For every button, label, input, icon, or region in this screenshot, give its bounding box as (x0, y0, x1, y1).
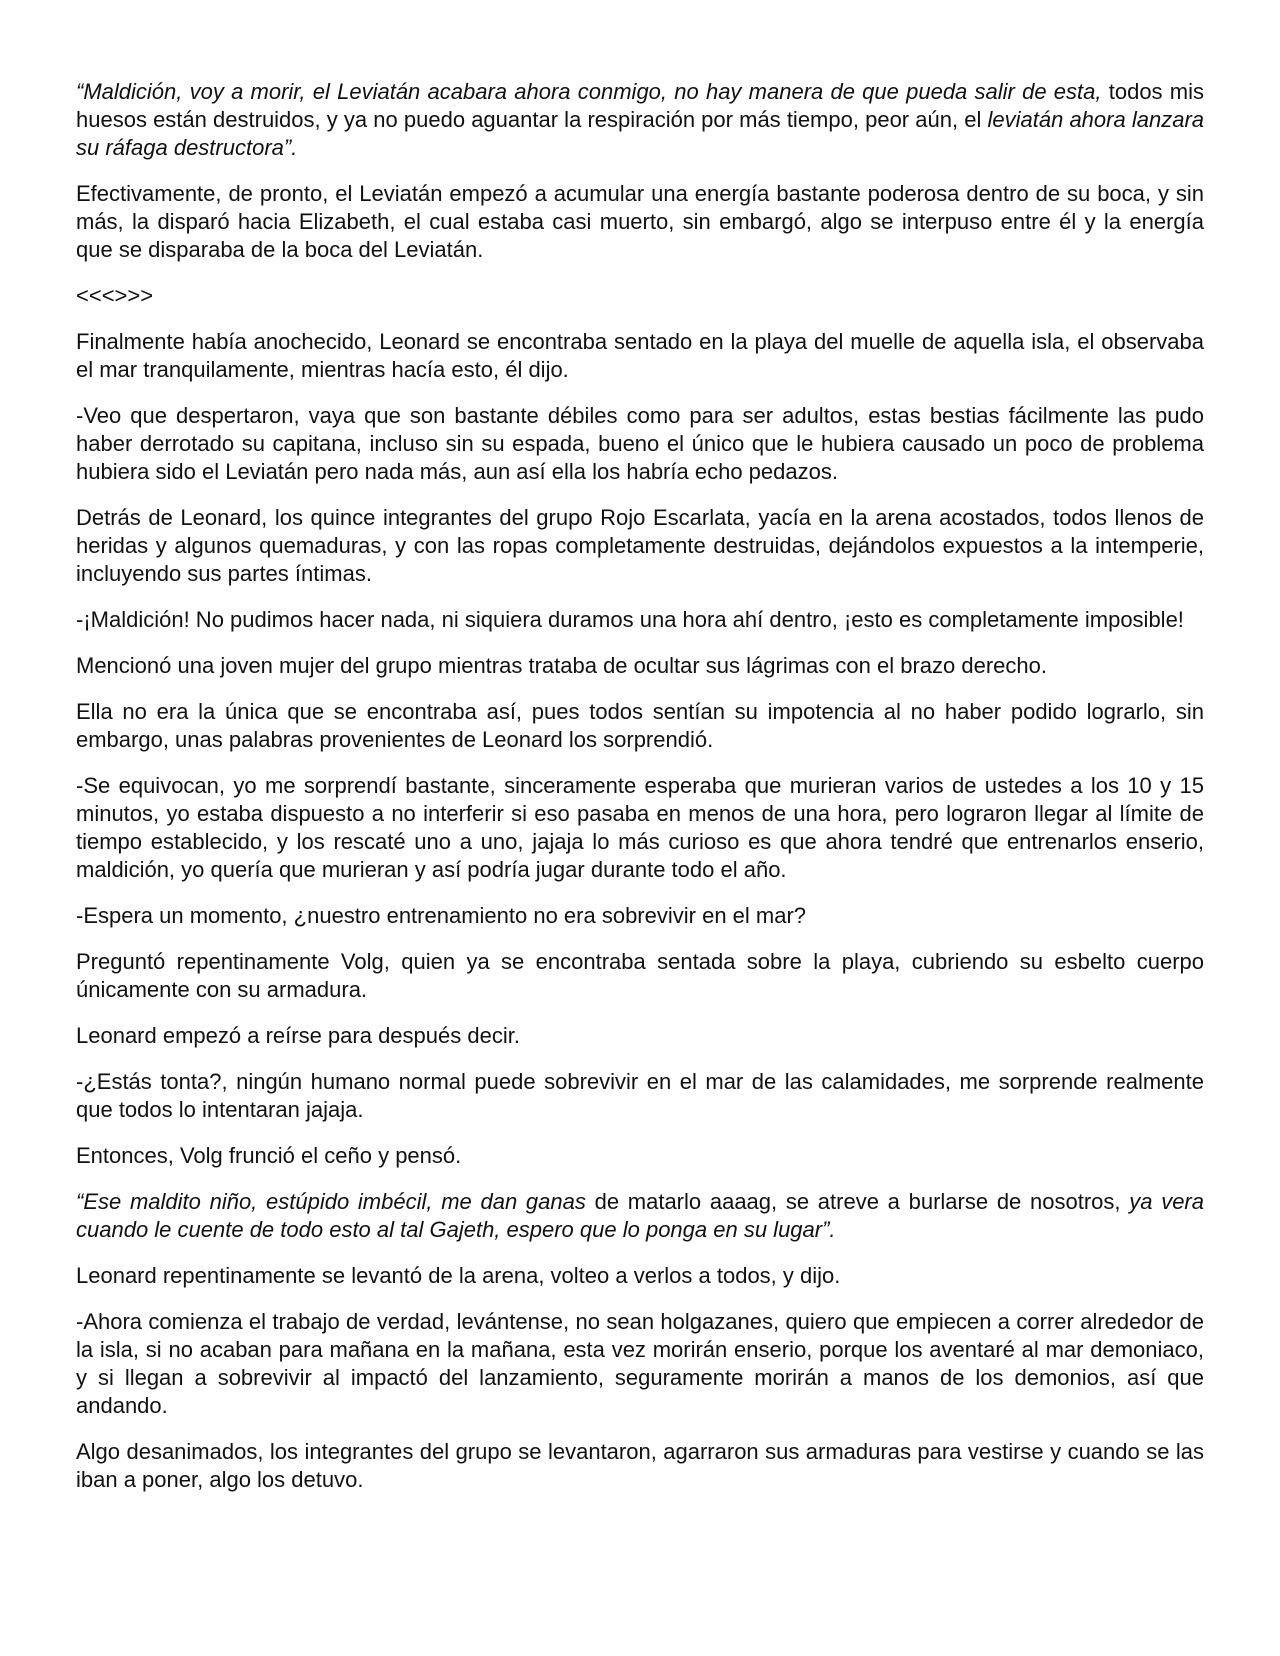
italic-thought: “Ese maldito niño, estúpido imbécil, me dan ganas (76, 1189, 586, 1214)
paragraph-8: Ella no era la única que se encontraba así, pues todos sentían su impotencia al no haber podido lograrlo, sin embargo, unas palabras provenientes de Leonard los sorprendió. (76, 699, 1204, 752)
paragraph-12: Leonard empezó a reírse para después decir. (76, 1023, 520, 1048)
document-page (76, 78, 1204, 1512)
paragraph-16: Leonard repentinamente se levantó de la arena, volteo a verlos a todos, y dijo. (76, 1263, 841, 1288)
paragraph-2: Efectivamente, de pronto, el Leviatán empezó a acumular una energía bastante poderosa dentro de su boca, y sin más, la disparó hacia Elizabeth, el cual estaba casi muerto, sin embargó, algo se interpuso entre él y la energía que se disparaba de la boca del Leviatán. (76, 181, 1204, 262)
paragraph-10: -Espera un momento, ¿nuestro entrenamiento no era sobrevivir en el mar? (76, 903, 807, 928)
paragraph-3: Finalmente había anochecido, Leonard se encontraba sentado en la playa del muelle de aquella isla, el observaba el mar tranquilamente, mientras hacía esto, él dijo. (76, 329, 1204, 382)
paragraph-text: todos mis huesos están destruidos, y ya no puedo aguantar la respiración por más tiempo, peor aún, el (76, 79, 1204, 132)
italic-thought: “Maldición, voy a morir, el Leviatán acabara ahora conmigo, no hay manera de que pueda salir de esta, (76, 79, 1102, 104)
paragraph-text: de matarlo aaaag, se atreve a burlarse de nosotros, (585, 1189, 1130, 1214)
paragraph-11: Preguntó repentinamente Volg, quien ya se encontraba sentada sobre la playa, cubriendo su esbelto cuerpo únicamente con su armadura. (76, 949, 1204, 1002)
paragraph-1 (76, 78, 1204, 162)
paragraph-15 (76, 1188, 1204, 1244)
italic-thought: leviatán ahora lanzara su ráfaga destructora”. (76, 107, 1205, 160)
paragraph-13: -¿Estás tonta?, ningún humano normal puede sobrevivir en el mar de las calamidades, me sorprende realmente que todos lo intentaran jajaja. (76, 1069, 1204, 1122)
scene-separator: <<<>>> (76, 283, 154, 308)
italic-thought: ya vera cuando le cuente de todo esto al tal Gajeth, espero que lo ponga en su lugar”. (76, 1189, 1204, 1242)
paragraph-17: -Ahora comienza el trabajo de verdad, levántense, no sean holgazanes, quiero que empiecen a correr alrededor de la isla, si no acaban para mañana en la mañana, esta vez morirán enserio, porque los aventaré al mar demoniaco, y si llegan a sobrevivir al impactó del lanzamiento, seguramente morirán a manos de los demonios, así que andando. (76, 1309, 1204, 1418)
paragraph-14: Entonces, Volg frunció el ceño y pensó. (76, 1143, 462, 1168)
paragraph-5: Detrás de Leonard, los quince integrantes del grupo Rojo Escarlata, yacía en la arena acostados, todos llenos de heridas y algunos quemaduras, y con las ropas completamente destruidas, dejándolos expuestos a la intemperie, incluyendo sus partes íntimas. (76, 505, 1204, 586)
paragraph-7: Mencionó una joven mujer del grupo mientras trataba de ocultar sus lágrimas con el brazo derecho. (76, 653, 1047, 678)
paragraph-18: Algo desanimados, los integrantes del grupo se levantaron, agarraron sus armaduras para vestirse y cuando se las iban a poner, algo los detuvo. (76, 1439, 1204, 1492)
paragraph-9: -Se equivocan, yo me sorprendí bastante, sinceramente esperaba que murieran varios de ustedes a los 10 y 15 minutos, yo estaba dispuesto a no interferir si eso pasaba en menos de una hora, pero lograron llegar al límite de tiempo establecido, y los rescaté uno a uno, jajaja lo más curioso es que ahora tendré que entrenarlos enserio, maldición, yo quería que murieran y así podría jugar durante todo el año. (76, 773, 1204, 882)
paragraph-4: -Veo que despertaron, vaya que son bastante débiles como para ser adultos, estas bestias fácilmente las pudo haber derrotado su capitana, incluso sin su espada, bueno el único que le hubiera causado un poco de problema hubiera sido el Leviatán pero nada más, aun así ella los habría echo pedazos. (76, 403, 1204, 484)
paragraph-6: -¡Maldición! No pudimos hacer nada, ni siquiera duramos una hora ahí dentro, ¡esto es completamente imposible! (76, 607, 1184, 632)
